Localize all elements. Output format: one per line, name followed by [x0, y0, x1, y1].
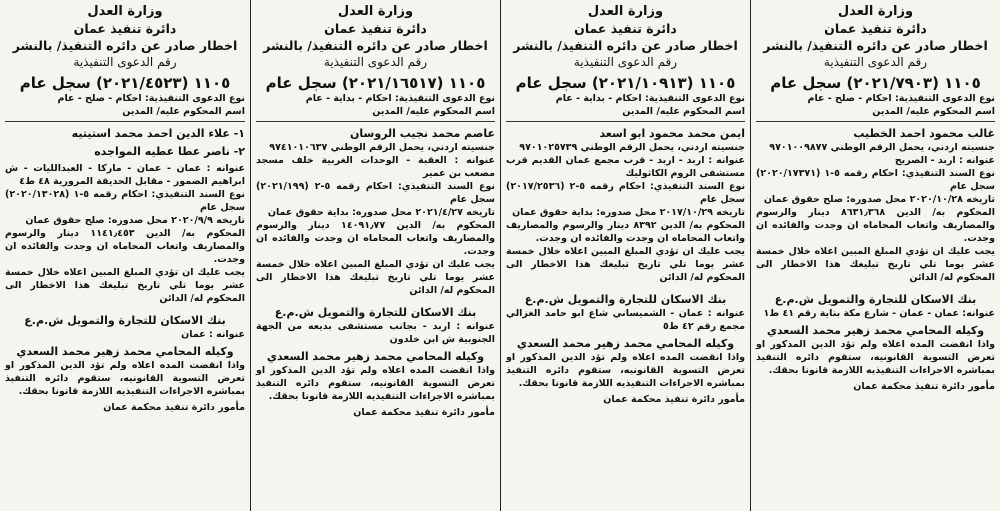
debtor-name: عاصم محمد نجيب الروسان: [350, 127, 495, 140]
debtor-label: اسم المحكوم عليه/ المدين: [122, 105, 245, 117]
lawyer-name: وكيله المحامي محمد زهير محمد السعدي: [516, 337, 735, 350]
case-type: نوع الدعوى التنفيذية: احكام - صلح - عام: [57, 93, 245, 104]
department-name: دائرة تنفيذ عمان: [73, 21, 177, 36]
notice-subtitle: رقم الدعوى التنفيذية: [323, 55, 428, 69]
creditor-address: عنوانه : اربد - بجانب مستشفى بديعه من الجهة الجنوبية ش ابن خلدون: [256, 321, 495, 345]
creditor-address: عنوانه: عمان - عمان - شارع مكة بناية رقم ٤١ ط١: [763, 308, 995, 319]
divider: [256, 121, 495, 122]
lawyer-name: وكيله المحامي محمد زهير محمد السعدي: [16, 345, 234, 358]
lawyer-name: وكيله المحامي محمد زهير محمد السعدي: [266, 350, 485, 363]
bond-date: تاريخه ٢٠٢٠/٩/٩ محل صدوره: صلح حقوق عمان: [25, 215, 245, 226]
ministry-name: وزارة العدل: [837, 4, 914, 19]
bond-info: نوع السند التنفيذي: احكام رقمه ٥-١ (٢٠٢٠/١٣٠٢٨) سجل عام: [5, 189, 245, 213]
judgment-amount: المحكوم به/ الدين ١٤٠٩١٫٧٧ دينار والرسوم والمصاريف واتعاب المحاماه ان وجدت والفائده ان وجدت.: [256, 220, 495, 257]
notice-title: اخطار صادر عن دائره التنفيذ/ بالنشر: [263, 38, 488, 53]
notice-header: [756, 3, 995, 71]
case-number: ١١٠٥ (٢٠٢١/٤٥٢٣) سجل عام: [19, 74, 231, 92]
case-type: نوع الدعوى التنفيذية: احكام - صلح - عام: [807, 93, 995, 104]
payment-demand: يجب عليك ان تؤدي المبلغ المبين اعلاه خلال خمسة عشر يوما تلي تاريخ تبليغك هذا الاخطار الى المحكوم له/ الدائن: [256, 259, 495, 296]
debtor-label: اسم المحكوم عليه/ المدين: [872, 105, 995, 117]
ministry-name: وزارة العدل: [587, 4, 664, 19]
creditor-name: بنك الاسكان للتجارة والتمويل ش.م.ع: [524, 293, 727, 306]
officer-signature: مأمور دائرة تنفيذ محكمة عمان: [103, 402, 245, 413]
bond-date: تاريخه ٢٠١٧/١٠/٢٩ محل صدوره: بداية حقوق عمان: [512, 207, 745, 218]
payment-demand: يجب عليك ان تؤدي المبلغ المبين اعلاه خلال خمسة عشر يوما تلي تاريخ تبليغك هذا الاخطار الى المحكوم له/ الدائن: [756, 246, 995, 283]
case-number: ١١٠٥ (٢٠٢١/٧٩٠٣) سجل عام: [770, 74, 981, 92]
divider: [756, 121, 995, 122]
notice-header: [5, 3, 245, 71]
department-name: دائرة تنفيذ عمان: [824, 21, 927, 36]
debtor-nationality: جنسيته اردني، يحمل الرقم الوطني ٩٧٠١٠٢٥٧٣٩: [519, 142, 745, 153]
debtor-label: اسم المحكوم عليه/ المدين: [372, 105, 495, 117]
creditor-name: بنك الاسكان للتجارة والتمويل ش.م.ع: [774, 293, 977, 306]
creditor-name: بنك الاسكان للتجارة والتمويل ش.م.ع: [24, 314, 226, 327]
warning-text: واذا انقضت المده اعلاه ولم تؤد الدين المذكور او تعرض التسوية القانونيه، ستقوم دائره التنفيذ بمباشره الاجراءات التنفيذيه اللازمة قانونا بحقك.: [756, 339, 995, 376]
divider: [5, 121, 245, 122]
debtor-address: عنوانه : اربد - الصريح: [894, 155, 995, 166]
notice-column-3: [250, 0, 500, 511]
debtor-nationality: جنسيته اردني، يحمل الرقم الوطني ٩٧٠١٠٠٩٨٧٧: [769, 142, 995, 153]
creditor-address: عنوانه : عمان: [181, 329, 245, 340]
case-number: ١١٠٥ (٢٠٢١/١٦٥١٧) سجل عام: [265, 74, 486, 92]
officer-signature: مأمور دائرة تنفيذ محكمة عمان: [603, 394, 745, 405]
judgment-amount: المحكوم به/ الدين ١١٤١٫٤٥٣ دينار والرسوم والمصاريف واتعاب المحاماه ان وجدت والفائده ان وجدت.: [5, 228, 245, 265]
payment-demand: يجب عليك ان تؤدي المبلغ المبين اعلاه خلال خمسة عشر يوما تلي تاريخ تبليغك هذا الاخطار الى المحكوم له/ الدائن: [506, 246, 745, 283]
department-name: دائرة تنفيذ عمان: [574, 21, 677, 36]
notice-title: اخطار صادر عن دائره التنفيذ/ بالنشر: [763, 38, 988, 53]
notice-subtitle: رقم الدعوى التنفيذية: [573, 55, 678, 69]
notice-subtitle: رقم الدعوى التنفيذية: [823, 55, 928, 69]
department-name: دائرة تنفيذ عمان: [324, 21, 427, 36]
lawyer-name: وكيله المحامي محمد زهير محمد السعدي: [766, 324, 985, 337]
case-type: نوع الدعوى التنفيذية: احكام - بداية - عام: [305, 93, 495, 104]
debtor-name: ١- علاء الدين احمد محمد استيتيه: [71, 127, 245, 140]
officer-signature: مأمور دائرة تنفيذ محكمة عمان: [353, 407, 495, 418]
officer-signature: مأمور دائرة تنفيذ محكمة عمان: [853, 381, 995, 392]
notice-subtitle: رقم الدعوى التنفيذية: [73, 55, 177, 69]
notice-title: اخطار صادر عن دائره التنفيذ/ بالنشر: [513, 38, 738, 53]
notice-column-4: [0, 0, 250, 511]
warning-text: واذا انقضت المده اعلاه ولم تؤد الدين المذكور او تعرض التسوية القانونيه، ستقوم دائره التنفيذ بمباشره الاجراءات التنفيذيه اللازمة قانونا بحقك.: [5, 360, 245, 397]
bond-info: نوع السند التنفيذي: احكام رقمه ٥-٢ (٢٠٢١/١٩٩) سجل عام: [256, 181, 495, 205]
ministry-name: وزارة العدل: [87, 4, 163, 19]
notice-header: [256, 3, 495, 71]
debtor-nationality: جنسيته اردني، يحمل الرقم الوطني ٩٧٤١٠١٠٦٣٧: [269, 142, 495, 153]
notice-column-1: [750, 0, 1000, 511]
debtor-address: عنوانه : العقبة - الوحدات الغربية خلف مسجد مصعب بن عمير: [256, 155, 495, 179]
debtor-name-2: ٢- ناصر عطا عطيه المواجده: [94, 145, 245, 158]
notice-column-2: [500, 0, 750, 511]
warning-text: واذا انقضت المده اعلاه ولم تؤد الدين المذكور او تعرض التسوية القانونيه، ستقوم دائره التنفيذ بمباشره الاجراءات التنفيذيه اللازمة قانونا بحقك.: [256, 365, 495, 402]
case-type: نوع الدعوى التنفيذية: احكام - بداية - عام: [555, 93, 745, 104]
payment-demand: يجب عليك ان تؤدي المبلغ المبين اعلاه خلال خمسة عشر يوما تلي تاريخ تبليغك هذا الاخطار الى المحكوم له/ الدائن: [5, 267, 245, 304]
notice-header: [506, 3, 745, 71]
ministry-name: وزارة العدل: [337, 4, 414, 19]
warning-text: واذا انقضت المده اعلاه ولم تؤد الدين المذكور او تعرض التسوية القانونيه، ستقوم دائره التنفيذ بمباشره الاجراءات التنفيذيه اللازمة قانونا بحقك.: [506, 352, 745, 389]
case-number: ١١٠٥ (٢٠٢١/١٠٩١٣) سجل عام: [515, 74, 736, 92]
bond-date: تاريخه ٢٠٢١/٤/٢٧ محل صدوره: بداية حقوق عمان: [267, 207, 495, 218]
debtor-label: اسم المحكوم عليه/ المدين: [622, 105, 745, 117]
debtor-name: ايمن محمد محمود ابو اسعد: [599, 127, 745, 140]
debtor-address: عنوانه : اربد - اربد - قرب مجمع عمان القديم قرب مستشفى الروم الكاثوليك: [506, 155, 745, 179]
judgment-amount: المحكوم به/ الدين ٨٣٩٢ دينار والرسوم والمصاريف واتعاب المحاماه ان وجدت والفائده ان وجدت.: [506, 220, 745, 244]
debtor-name: غالب محمود احمد الخطيب: [853, 127, 995, 140]
bond-info: نوع السند التنفيذي: احكام رقمه ٥-٢ (٢٠١٧/٢٥٣٦) سجل عام: [506, 181, 746, 205]
divider: [506, 121, 745, 122]
debtor-address: عنوانه : عمان - عمان - ماركا - العبدالليات - ش ابراهيم الضمور - مقابل الحديقة المرورية ٤٨ ط٤: [5, 163, 245, 187]
notice-title: اخطار صادر عن دائره التنفيذ/ بالنشر: [12, 38, 238, 53]
bond-info: نوع السند التنفيذي: احكام رقمه ٥-١ (٢٠٢٠/١٧٣٧١) سجل عام: [756, 168, 996, 192]
judgment-amount: المحكوم به/ الدين ٨٦٣١٫٣٦٨ دينار والرسوم والمصاريف واتعاب المحاماه ان وجدت والفائده ان وجدت.: [756, 207, 995, 244]
creditor-name: بنك الاسكان للتجارة والتمويل ش.م.ع: [274, 306, 477, 319]
bond-date: تاريخه ٢٠٢٠/١٠/٢٨ محل صدوره: صلح حقوق عمان: [763, 194, 995, 205]
creditor-address: عنوانه : عمان - الشميساني شاع ابو حامد الغزالي مجمع رقم ٤٢ ط٥: [506, 308, 745, 332]
